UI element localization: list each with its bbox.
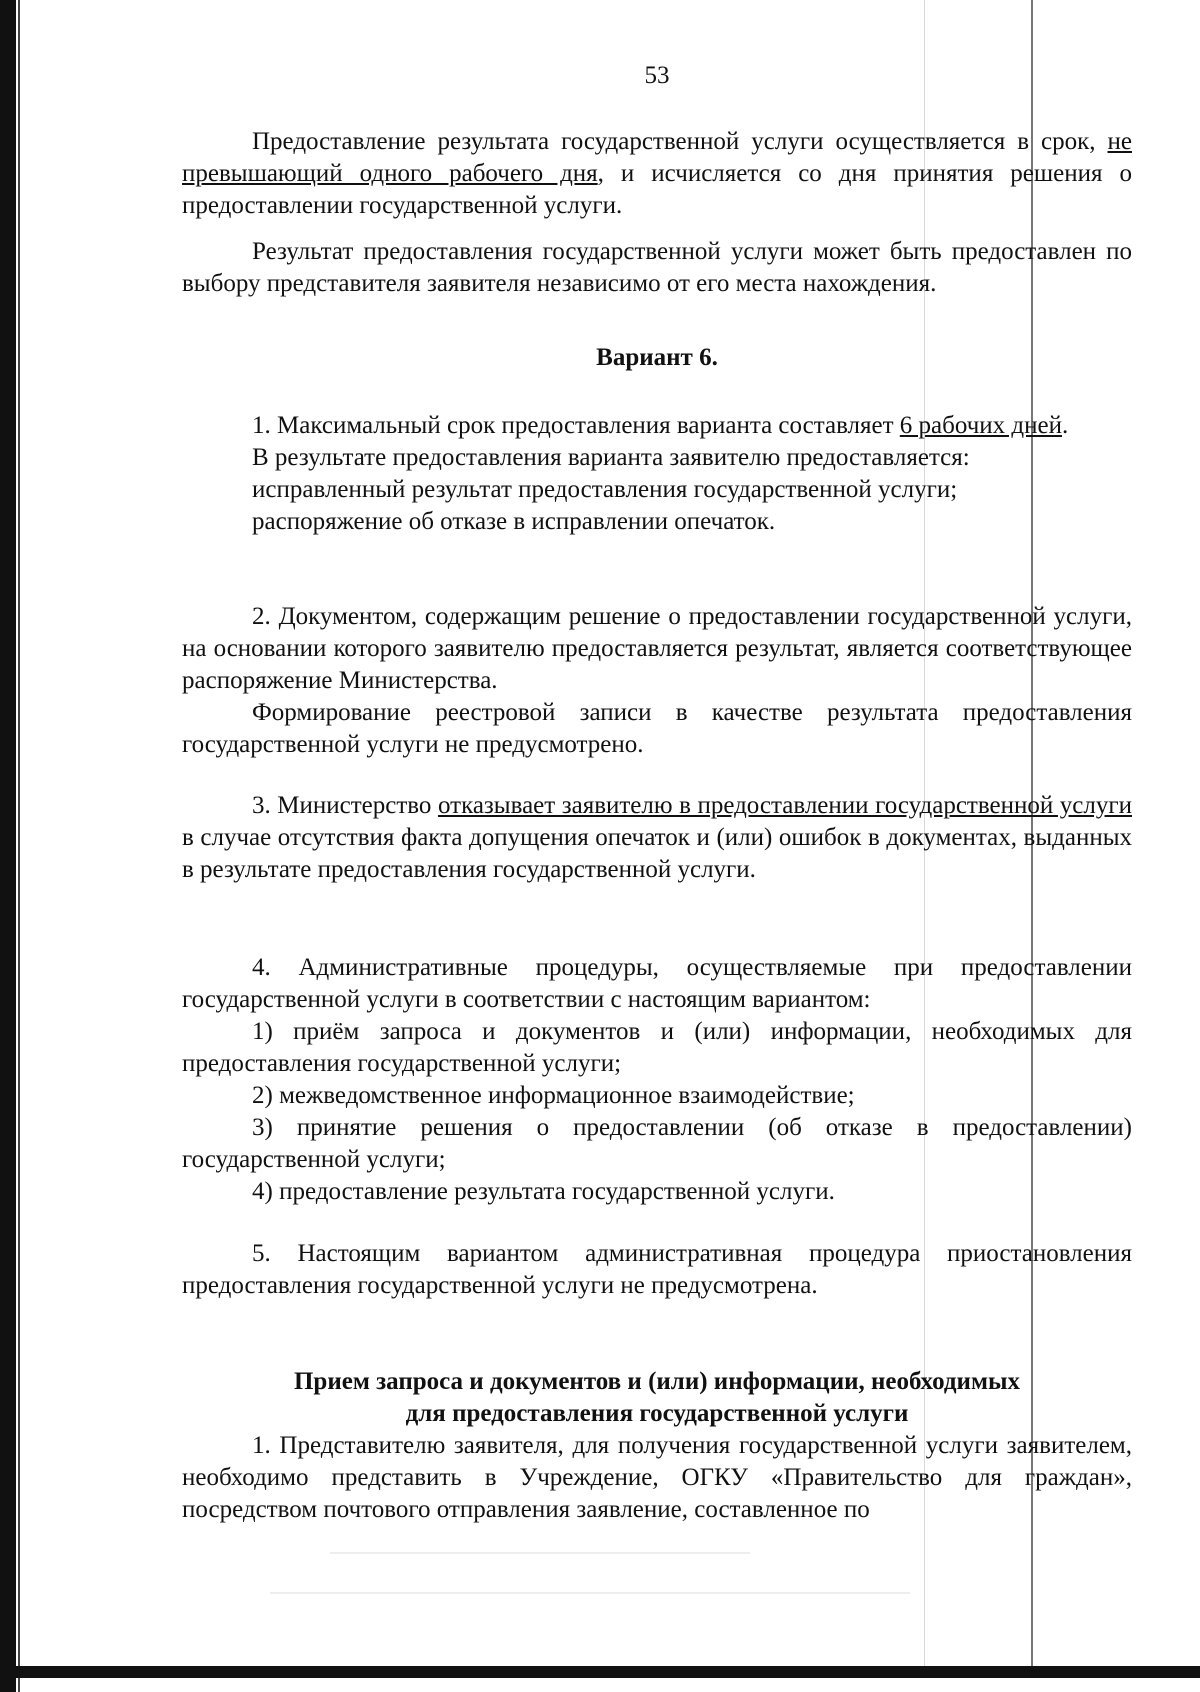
item-4-procedures [182, 952, 1132, 1208]
p9-text-a: 3. Министерство [252, 792, 438, 819]
p14-text: 4) предоставление результата государственной услуги. [252, 1178, 835, 1205]
scan-faint-trace [270, 1592, 910, 1594]
p2-text: Результат предоставления государственной услуги может быть предоставлен по выбору представителя заявителя независимо от его места нахождения. [182, 238, 1132, 297]
heading2-line1: Прием запроса и документов и (или) информации, необходимых [293, 1368, 1020, 1395]
p1-underlined: не превышающий одного рабочего дня [182, 128, 1132, 187]
p13-text: 3) принятие решения о предоставлении (об отказе в предоставлении) государственной услуги; [182, 1114, 1132, 1173]
scan-edge-left-thin [18, 0, 20, 1692]
scan-faint-trace [330, 1552, 750, 1554]
paragraph-result-delivery [182, 236, 1132, 300]
p1-text-b: , и исчисляется со дня принятия решения о предоставлении государственной услуги. [182, 160, 1132, 219]
p12-text: 2) межведомственное информационное взаимодействие; [252, 1082, 855, 1109]
heading-variant-6: Вариант 6. [596, 344, 718, 371]
p3-underlined: 6 рабочих дней [899, 412, 1062, 439]
p4-text: В результате предоставления варианта заявителю предоставляется: [252, 444, 970, 471]
p15-text: 5. Настоящим вариантом административная процедура приостановления предоставления государственной услуги не предусмотрена. [182, 1240, 1132, 1299]
p3-text-b: . [1062, 412, 1069, 439]
p9-underlined: отказывает заявителю в предоставлении государственной услуги [437, 792, 1132, 819]
p6-text: распоряжение об отказе в исправлении опечаток. [252, 508, 776, 535]
item-1-max-term [182, 410, 1132, 538]
reception-item-1 [182, 1430, 1132, 1526]
p5-text: исправленный результат предоставления государственной услуги; [252, 476, 958, 503]
scan-edge-left [0, 0, 16, 1692]
heading2-line2: для предоставления государственной услуги [405, 1400, 909, 1427]
item-2-decision-document [182, 601, 1132, 761]
p11-text: 1) приём запроса и документов и (или) информации, необходимых для предоставления государственной услуги; [182, 1018, 1132, 1077]
p3-text-a: 1. Максимальный срок предоставления варианта составляет [252, 412, 900, 439]
item-5-suspension [182, 1238, 1132, 1302]
p16-text: 1. Представителю заявителя, для получения государственной услуги заявителем, необходимо представить в Учреждение, ОГКУ «Правительство для граждан», посредством почтового отправления заявление, составленное по [182, 1432, 1132, 1523]
page-number: 53 [644, 62, 670, 89]
p8-text: Формирование реестровой записи в качестве результата предоставления государственной услуги не предусмотрено. [182, 699, 1132, 758]
p10-text: 4. Административные процедуры, осуществляемые при предоставлении государственной услуги в соответствии с настоящим вариантом: [182, 954, 1132, 1013]
scan-edge-bottom [0, 1666, 1200, 1678]
paragraph-result-term [182, 126, 1132, 222]
item-3-refusal [182, 790, 1132, 886]
p7-text: 2. Документом, содержащим решение о предоставлении государственной услуги, на основании которого заявителю предоставляется результат, является соответствующее распоряжение Министерства. [182, 603, 1132, 694]
heading-request-reception [142, 1366, 1172, 1430]
p9-text-b: в случае отсутствия факта допущения опечаток и (или) ошибок в документах, выданных в результате предоставления государственной услуги. [182, 824, 1132, 883]
p1-text-a: Предоставление результата государственной услуги осуществляется в срок, [252, 128, 1108, 155]
